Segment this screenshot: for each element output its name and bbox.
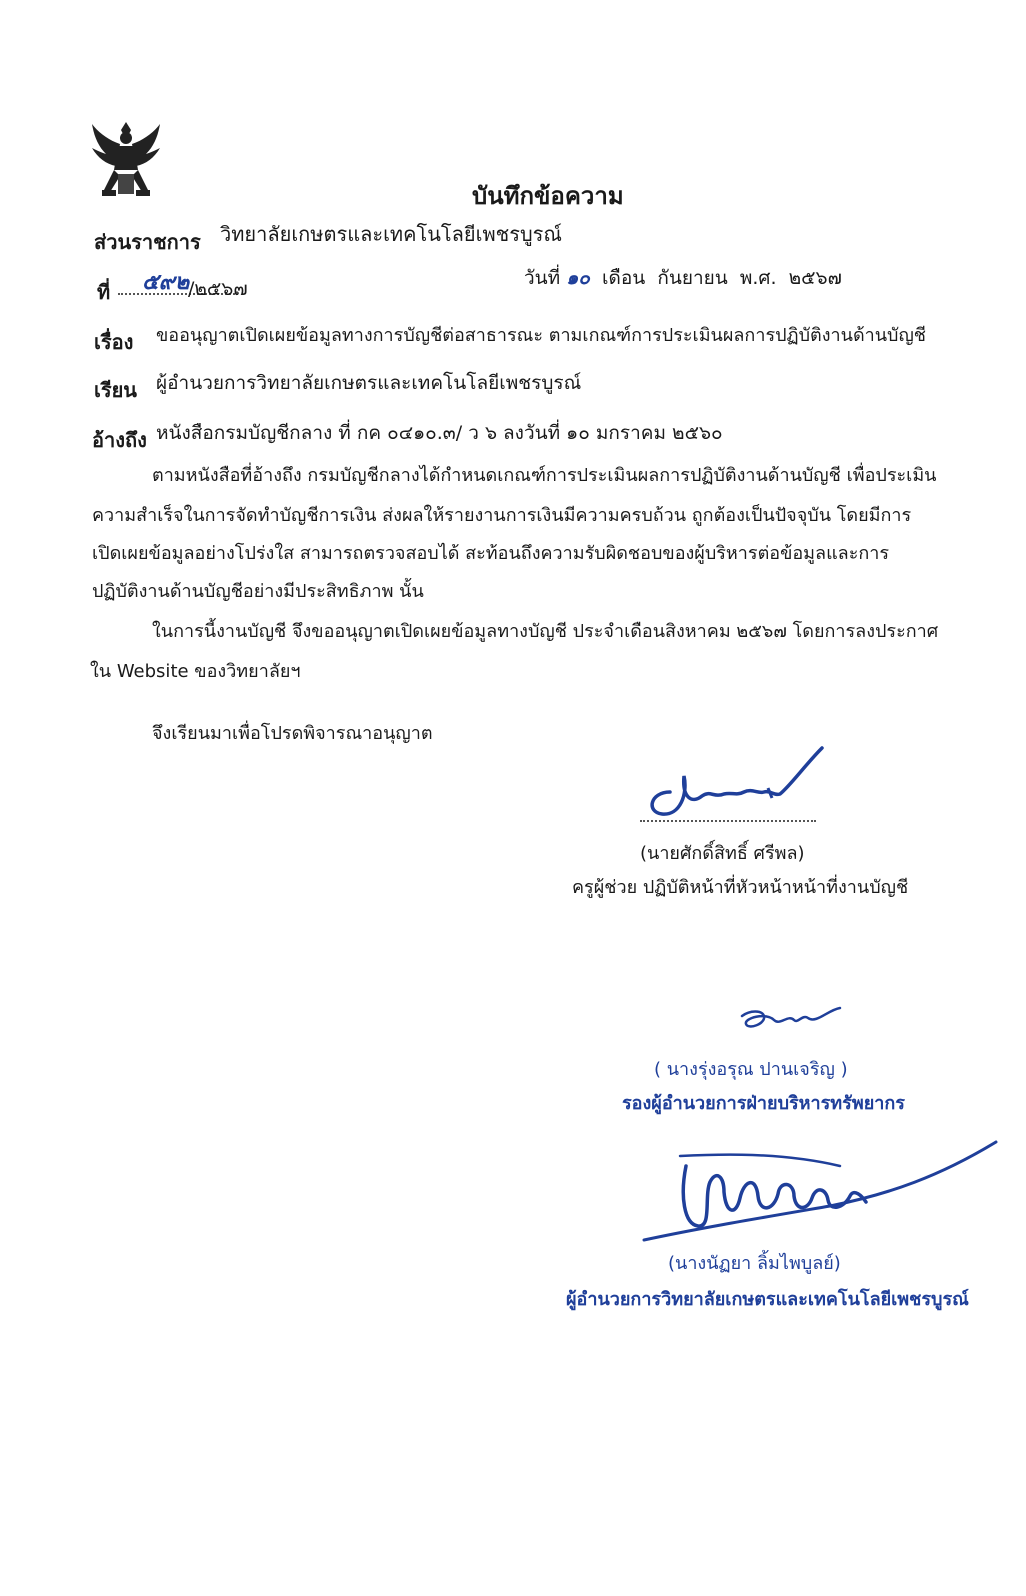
date-day: ๑๐ bbox=[566, 267, 590, 289]
signature-3-name: (นางนัฏยา ลิ้มไพบูลย์) bbox=[668, 1253, 841, 1274]
date-month-label: เดือน bbox=[602, 267, 646, 289]
ref-value: หนังสือกรมบัญชีกลาง ที่ กค ๐๔๑๐.๓/ ว ๖ ลงวันที่ ๑๐ มกราคม ๒๕๖๐ bbox=[156, 422, 723, 444]
date-year-label: พ.ศ. bbox=[739, 267, 777, 289]
ref-label: อ้างถึง bbox=[92, 428, 147, 452]
number-label: ที่ bbox=[97, 280, 111, 304]
date-year: ๒๕๖๗ bbox=[788, 267, 842, 289]
signature-1-position: ครูผู้ช่วย ปฏิบัติหน้าที่หัวหน้าหน้าที่งานบัญชี bbox=[572, 877, 909, 898]
garuda-emblem-icon bbox=[88, 118, 164, 206]
signature-2-position: รองผู้อำนวยการฝ่ายบริหารทรัพยากร bbox=[622, 1093, 905, 1114]
signature-3-position: ผู้อำนวยการวิทยาลัยเกษตรและเทคโนโลยีเพชรบูรณ์ bbox=[566, 1289, 969, 1310]
body-para2-line1: ในการนี้งานบัญชี จึงขออนุญาตเปิดเผยข้อมูลทางบัญชี ประจำเดือนสิงหาคม ๒๕๖๗ โดยการลงประกาศ bbox=[152, 621, 939, 642]
date-line bbox=[524, 263, 842, 293]
signature-3-mark bbox=[640, 1136, 1000, 1246]
date-label: วันที่ bbox=[524, 267, 561, 289]
body-para2-line2: ใน Website ของวิทยาลัยฯ bbox=[90, 661, 301, 682]
signature-1-dotted-line bbox=[640, 820, 816, 822]
date-month: กันยายน bbox=[657, 267, 728, 289]
body-para1-line1: ตามหนังสือที่อ้างถึง กรมบัญชีกลางได้กำหนดเกณฑ์การประเมินผลการปฏิบัติงานด้านบัญชี เพื่อประเมิน bbox=[152, 465, 937, 486]
signature-2-mark bbox=[736, 1002, 846, 1038]
body-para1-line3: เปิดเผยข้อมูลอย่างโปร่งใส สามารถตรวจสอบได้ สะท้อนถึงความรับผิดชอบของผู้บริหารต่อข้อมูลและการ bbox=[92, 543, 890, 564]
signature-1-mark bbox=[640, 742, 830, 822]
subject-value: ขออนุญาตเปิดเผยข้อมูลทางการบัญชีต่อสาธารณะ ตามเกณฑ์การประเมินผลการปฏิบัติงานด้านบัญชี bbox=[156, 325, 927, 346]
number-suffix: /๒๕๖๗ bbox=[188, 278, 248, 300]
signature-2-name: ( นางรุ่งอรุณ ปานเจริญ ) bbox=[654, 1059, 848, 1080]
department-label: ส่วนราชการ bbox=[94, 230, 201, 254]
subject-label: เรื่อง bbox=[94, 330, 134, 354]
to-value: ผู้อำนวยการวิทยาลัยเกษตรและเทคโนโลยีเพชรบูรณ์ bbox=[156, 372, 582, 394]
number-handwritten: ๕๙๒ bbox=[142, 269, 190, 295]
closing-line: จึงเรียนมาเพื่อโปรดพิจารณาอนุญาต bbox=[152, 723, 433, 744]
to-label: เรียน bbox=[94, 378, 137, 402]
body-para1-line4: ปฏิบัติงานด้านบัญชีอย่างมีประสิทธิภาพ นั้น bbox=[92, 581, 424, 602]
body-para1-line2: ความสำเร็จในการจัดทำบัญชีการเงิน ส่งผลให้รายงานการเงินมีความครบถ้วน ถูกต้องเป็นปัจจุบัน โดยมีการ bbox=[92, 505, 912, 526]
department-value: วิทยาลัยเกษตรและเทคโนโลยีเพชรบูรณ์ bbox=[220, 222, 562, 246]
memo-title: บันทึกข้อความ bbox=[472, 182, 624, 210]
signature-1-name: (นายศักดิ์สิทธิ์ ศรีพล) bbox=[640, 843, 805, 864]
